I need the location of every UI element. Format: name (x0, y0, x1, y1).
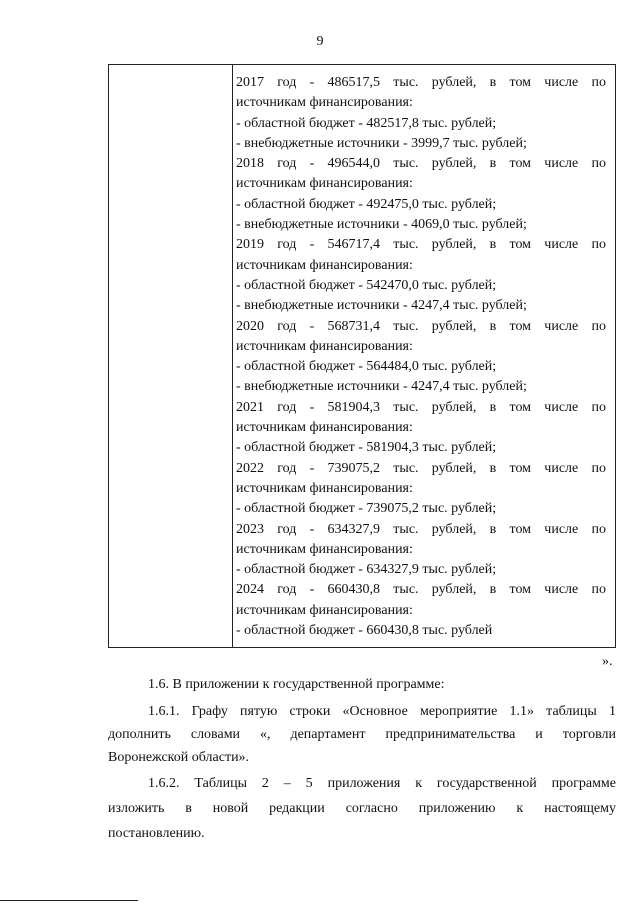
paragraph-1-6: 1.6. В приложении к государственной программе: (148, 677, 445, 692)
table-line: источникам финансирования: (236, 338, 413, 354)
table-line: - внебюджетные источники - 3999,7 тыс. рублей; (236, 135, 527, 151)
table-line: 2024 год - 660430,8 тыс. рублей, в том числе по (236, 582, 606, 598)
paragraph-1-6-2 (108, 771, 616, 846)
table-line: - областной бюджет - 581904,3 тыс. рублей; (236, 440, 497, 456)
table-line: - областной бюджет - 482517,8 тыс. рублей; (236, 115, 497, 131)
table-line: - внебюджетные источники - 4069,0 тыс. рублей; (236, 217, 527, 233)
table-line: - внебюджетные источники - 4247,4 тыс. рублей; (236, 379, 527, 395)
table-line: источникам финансирования: (236, 541, 413, 557)
table-line: источникам финансирования: (236, 257, 413, 273)
table-line: - областной бюджет - 492475,0 тыс. рублей; (236, 196, 497, 212)
table-line: источникам финансирования: (236, 95, 413, 111)
table-line: источникам финансирования: (236, 420, 413, 436)
table-line: - областной бюджет - 634327,9 тыс. рублей; (236, 562, 497, 578)
table-line: источникам финансирования: (236, 176, 413, 192)
paragraph-line: изложить в новой редакции согласно приложению к настоящему (108, 801, 616, 816)
closing-quote: ». (602, 654, 613, 669)
financing-table (108, 64, 616, 648)
paragraph-line: постановлению. (108, 826, 205, 841)
table-line: 2019 год - 546717,4 тыс. рублей, в том числе по (236, 237, 606, 253)
table-line: - областной бюджет - 660430,8 тыс. рублей (236, 623, 493, 639)
table-line: 2022 год - 739075,2 тыс. рублей, в том числе по (236, 460, 606, 476)
table-line: 2018 год - 496544,0 тыс. рублей, в том числе по (236, 156, 606, 172)
table-line: - внебюджетные источники - 4247,4 тыс. рублей; (236, 298, 527, 314)
table-line: - областной бюджет - 739075,2 тыс. рублей; (236, 501, 497, 517)
paragraph-line: дополнить словами «, департамент предпринимательства и торговли (108, 727, 616, 742)
table-line: 2023 год - 634327,9 тыс. рублей, в том числе по (236, 521, 606, 537)
table-line: 2020 год - 568731,4 тыс. рублей, в том числе по (236, 318, 606, 334)
financing-cell (236, 73, 606, 641)
paragraph-line: Воронежской области». (108, 750, 250, 765)
footnote-rule (0, 900, 138, 901)
table-line: - областной бюджет - 542470,0 тыс. рублей; (236, 277, 497, 293)
table-line: - областной бюджет - 564484,0 тыс. рублей; (236, 359, 497, 375)
table-line: источникам финансирования: (236, 602, 413, 618)
page-number: 9 (316, 34, 324, 49)
paragraph-line: 1.6.1. Графу пятую строки «Основное мероприятие 1.1» таблицы 1 (148, 704, 616, 719)
paragraph-1-6-1 (108, 700, 616, 769)
table-line: 2021 год - 581904,3 тыс. рублей, в том числе по (236, 399, 606, 415)
table-line: 2017 год - 486517,5 тыс. рублей, в том числе по (236, 75, 606, 90)
paragraph-line: 1.6.2. Таблицы 2 – 5 приложения к государственной программе (148, 776, 616, 791)
column-divider (232, 65, 233, 647)
table-line: источникам финансирования: (236, 480, 413, 496)
